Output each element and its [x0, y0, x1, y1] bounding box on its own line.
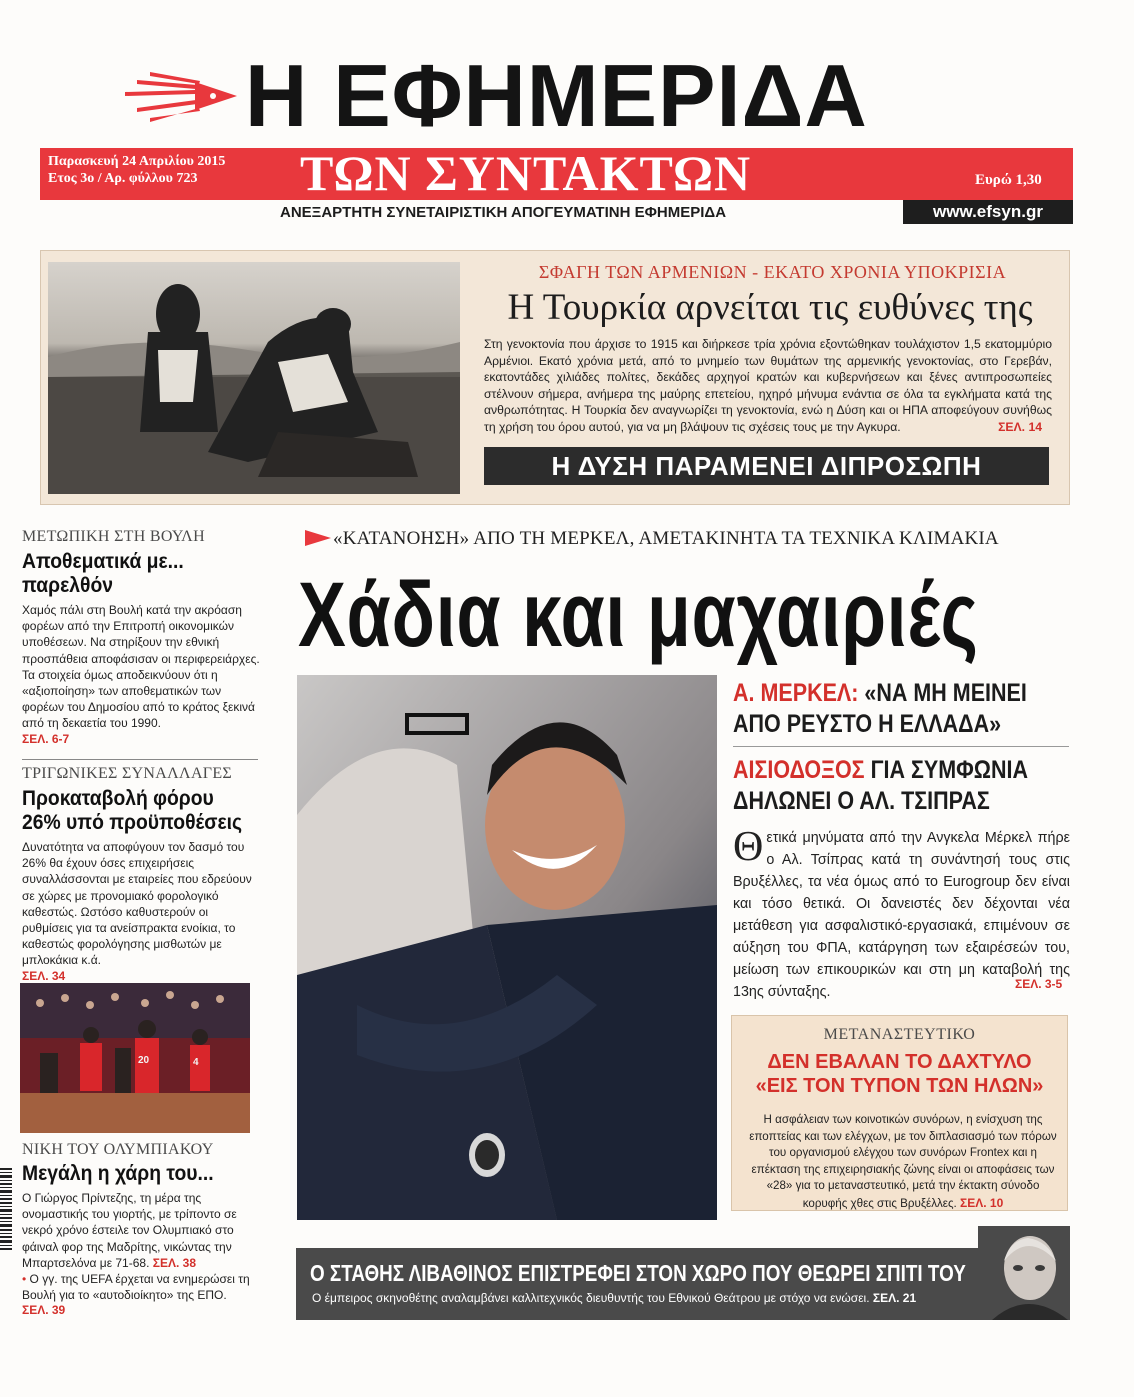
feature-bar: Η ΔΥΣΗ ΠΑΡΑΜΕΝΕΙ ΔΙΠΡΟΣΩΠΗ: [484, 447, 1049, 485]
issue-date-block: [48, 153, 298, 187]
merkel-quote-speaker: Α. ΜΕΡΚΕΛ:: [733, 679, 859, 707]
quote-divider: [733, 746, 1069, 747]
bottom-subtitle: [312, 1290, 1012, 1306]
feature-headline[interactable]: Η Τουρκία αρνείται τις ευθύνες της: [507, 287, 1033, 328]
price: Ευρώ 1,30: [975, 172, 1042, 188]
tsipras-quote-line2: ΔΗΛΩΝΕΙ Ο ΑΛ. ΤΣΙΠΡΑΣ: [733, 787, 990, 815]
masthead-title: Η ΕΦΗΜΕΡΙΔΑ: [245, 46, 868, 145]
feature-page-ref[interactable]: ΣΕΛ. 14: [998, 419, 1042, 434]
left-story-headline[interactable]: Προκαταβολή φόρου: [22, 787, 214, 810]
tsipras-quote[interactable]: [733, 755, 1029, 817]
feature-body: [484, 336, 1052, 436]
svg-text:20: 20: [138, 1055, 150, 1066]
bottom-subtitle-text: Ο έμπειρος σκηνοθέτης αναλαμβάνει καλλιτεχνικός διευθυντής του Εθνικού Θεάτρου με στόχο να ενώσει.: [312, 1291, 870, 1305]
left-column-divider: [22, 759, 258, 760]
feature-kicker: ΣΦΑΓΗ ΤΩΝ ΑΡΜΕΝΙΩΝ - ΕΚΑΤΟ ΧΡΟΝΙΑ ΥΠΟΚΡΙΣΙΑ: [538, 262, 1007, 282]
migration-page-ref[interactable]: ΣΕΛ. 10: [960, 1195, 1004, 1210]
left-story-bullet-ref[interactable]: ΣΕΛ. 39: [22, 1303, 66, 1318]
left-story-page-ref[interactable]: ΣΕΛ. 6-7: [22, 731, 70, 746]
left-story-body: Χαμός πάλι στη Βουλή κατά την ακρόαση φορέων από την Επιτροπή οικονομικών υποθέσεων. Να στηρίξουν την εθνική προσπάθεια αποφάσισαν οι περιφερειάρχες. Τα στοιχεία όμως αποδεικνύουν ότι η «αξιοποίηση» των αποθεματικών των φορέων του Δημοσίου από το κράτος ξεκινά από τη δεκαετία του 1990.: [22, 603, 260, 731]
left-story-bullet-text: Ο γγ. της UEFA έρχεται να ενημερώσει τη Βουλή για το «αυτοδιοίκητο» της ΕΠΟ.: [22, 1272, 250, 1303]
migration-body-text: Η ασφάλειαν των κοινοτικών συνόρων, η ενίσχυση της εποπτείας και των ελέγχων, με τον διπλασιασμό των πόρων του οργανισμού ελέγχου των συνόρων Frontex και η επέκταση της επιχειρησιακής ζώνης είναι οι αποφάσεις των «28» για το μεταναστευτικό, μετά την έκτακτη σύνοδο κορυφής χθες στις Βρυξέλλες.: [749, 1113, 1057, 1210]
main-story-headline[interactable]: Χάδια και μαχαιριές: [298, 564, 979, 666]
left-story-bullet: [22, 1271, 262, 1303]
main-story-body-text: ετικά μηνύματα από την Ανγκελα Μέρκελ πήρε ο Αλ. Τσίπρας κατά τη συνάντησή τους στις Βρυξέλλες, τα νέα όμως από το Eurogroup δεν είναι και τόσο θετικά. Οι δανειστές δεν δέχονται νέα μετάθεση για ασφαλιστικό-εργασιακά, επιμένουν σε αύξηση του ΦΠΑ, κατάργηση των εξαιρέσεών του, μείωση των επικουρικών και στη μη καταβολή της 13ης σύνταξης.: [733, 830, 1070, 1000]
left-story-tax: [22, 765, 262, 983]
bottom-headline[interactable]: Ο ΣΤΑΘΗΣ ΛΙΒΑΘΙΝΟΣ ΕΠΙΣΤΡΕΦΕΙ ΣΤΟΝ ΧΩΡΟ ΠΟΥ ΘΕΩΡΕΙ ΣΠΙΤΙ ΤΟΥ: [310, 1260, 966, 1286]
merkel-quote-line1: «ΝΑ ΜΗ ΜΕΙΝΕΙ: [864, 679, 1027, 707]
migration-headline-line2: «ΕΙΣ ΤΟΝ ΤΥΠΟΝ ΤΩΝ ΗΛΩΝ»: [755, 1075, 1044, 1097]
left-story-body: Δυνατότητα να αποφύγουν τον δασμό του 26% θα έχουν όσες επιχειρήσεις συναλλάσσονται με εταιρείες που εδρεύουν σε χώρες με προνομιακό φορολογικό καθεστώς. Ωστόσο καθυστερούν οι ρυθμίσεις για τα ανείσπρακτα ενοίκια, το καθεστώς φορολόγησης μισθωτών με μπλοκάκια κ.ά.: [22, 840, 252, 968]
kicker-arrow-icon: [305, 530, 331, 546]
svg-text:4: 4: [193, 1057, 199, 1068]
left-story-body: [22, 1190, 262, 1271]
tsipras-quote-line1: ΓΙΑ ΣΥΜΦΩΝΙΑ: [870, 756, 1029, 784]
left-story-kicker: ΝΙΚΗ ΤΟΥ ΟΛΥΜΠΙΑΚΟΥ: [22, 1141, 214, 1158]
left-story-reserves: [22, 528, 262, 746]
main-story-page-ref[interactable]: ΣΕΛ. 3-5: [1015, 977, 1063, 991]
livathinos-portrait: [978, 1226, 1070, 1320]
website-link[interactable]: www.efsyn.gr: [903, 200, 1073, 224]
left-story-headline[interactable]: Μεγάλη η χάρη του...: [22, 1162, 214, 1185]
bottom-page-ref[interactable]: ΣΕΛ. 21: [872, 1291, 917, 1305]
main-story-dropcap: Θ: [733, 824, 764, 870]
migration-kicker: ΜΕΤΑΝΑΣΤΕΥΤΙΚΟ: [823, 1026, 976, 1043]
feature-body-text: Στη γενοκτονία που άρχισε το 1915 και διήρκεσε τρία χρόνια εξοντώθηκαν τουλάχιστον 1,5 εκατομμύριο Αρμένιοι. Εκατό χρόνια μετά, από το μνημείο των θυμάτων της αρμενικής γενοκτονίας, στο Γερεβάν, εκατοντάδες χιλιάδες πολίτες, δεκάδες αρχηγοί κρατών και κυβερνήσεων και ξένες αντιπροσωπείες στέλνουν σήμερα, ανήμερα της μαύρης επετείου, ηχηρό μήνυμα ενάντια σε όλα τα εγκλήματα κατά της ανθρωπότητας. Η Τουρκία δεν αναγνωρίζει τη γενοκτονία, ενώ η Δύση και οι ΗΠΑ αποφεύγουν συνήθως τη χρήση του όρου αυτού, για να μη βλάψουν τις σχέσεις τους με την Αγκυρα.: [484, 337, 1052, 434]
pen-logo-icon: [125, 70, 240, 125]
basketball-photo: [20, 983, 250, 1133]
migration-headline-line1: ΔΕΝ ΕΒΑΛΑΝ ΤΟ ΔΑΧΤΥΛΟ: [767, 1051, 1032, 1073]
left-story-kicker: ΜΕΤΩΠΙΚΗ ΣΤΗ ΒΟΥΛΗ: [22, 528, 205, 545]
left-story-olympiacos: [22, 1141, 262, 1317]
issue-date: Παρασκευή 24 Απριλίου 2015: [48, 154, 226, 169]
bullet-icon: •: [22, 1272, 27, 1287]
left-story-page-ref[interactable]: ΣΕΛ. 38: [152, 1255, 196, 1270]
left-story-headline[interactable]: Αποθεματικά με...: [22, 550, 184, 573]
masthead-tagline: ΑΝΕΞΑΡΤΗΤΗ ΣΥΝΕΤΑΙΡΙΣΤΙΚΗ ΑΠΟΓΕΥΜΑΤΙΝΗ ΕΦΗΜΕΡΙΔΑ: [280, 204, 727, 221]
tsipras-quote-highlight: ΑΙΣΙΟΔΟΞΟΣ: [733, 756, 865, 784]
migration-headline[interactable]: [731, 1050, 1068, 1098]
juncker-tsipras-photo: [297, 675, 717, 1220]
left-story-page-ref[interactable]: ΣΕΛ. 34: [22, 968, 66, 983]
migration-body: [748, 1112, 1058, 1212]
armenian-genocide-photo: [48, 262, 460, 494]
left-story-headline-line2[interactable]: 26% υπό προϋποθέσεις: [22, 811, 243, 834]
barcode-icon: [0, 1168, 12, 1318]
left-story-body-text: Ο Γιώργος Πρίντεζης, τη μέρα της ονομαστικής του γιορτής, με τρίποντο σε νεκρό χρόνο έστειλε τον Ολυμπιακό στο φάιναλ φορ της Μαδρίτης, νικώντας την Μπαρτσελόνα με 71-68.: [22, 1191, 237, 1270]
left-story-headline-line2[interactable]: παρελθόν: [22, 574, 113, 597]
merkel-quote[interactable]: [733, 678, 1025, 740]
issue-number: Ετος 3ο / Αρ. φύλλου 723: [48, 171, 198, 186]
left-story-kicker: ΤΡΙΓΩΝΙΚΕΣ ΣΥΝΑΛΛΑΓΕΣ: [22, 765, 233, 782]
masthead-subtitle: ΤΩΝ ΣΥΝΤΑΚΤΩΝ: [300, 145, 752, 201]
main-story-kicker: «ΚΑΤΑΝΟΗΣΗ» ΑΠΟ ΤΗ ΜΕΡΚΕΛ, ΑΜΕΤΑΚΙΝΗΤΑ ΤΑ ΤΕΧΝΙΚΑ ΚΛΙΜΑΚΙΑ: [333, 528, 999, 549]
merkel-quote-line2: ΑΠΟ ΡΕΥΣΤΟ Η ΕΛΛΑΔΑ»: [733, 710, 1002, 738]
